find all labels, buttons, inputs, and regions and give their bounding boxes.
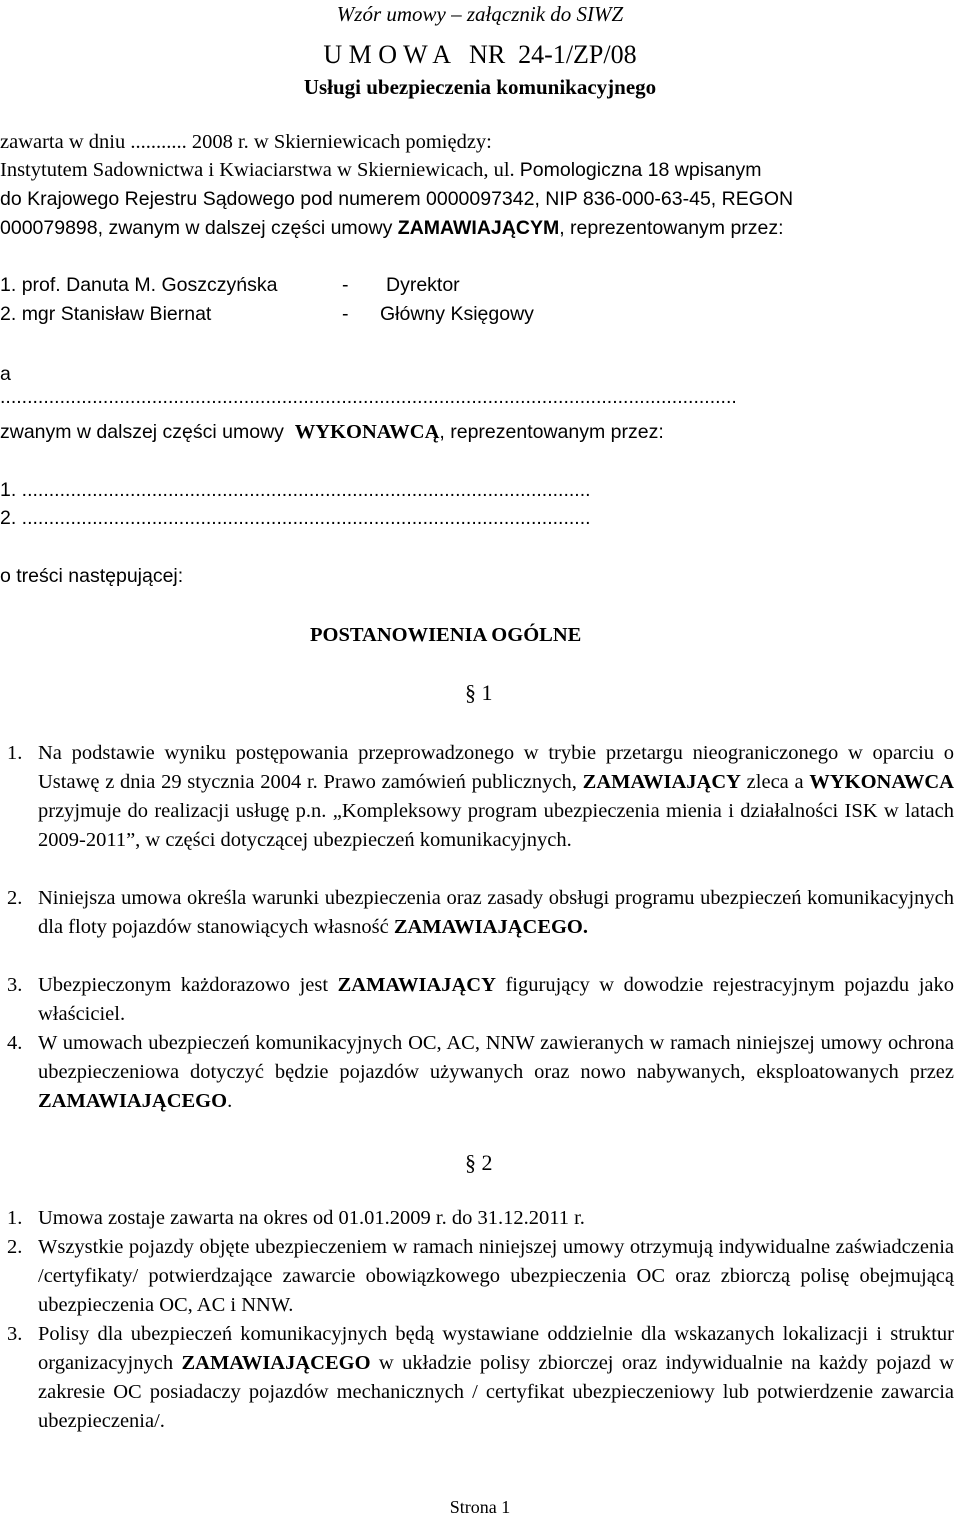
- representative-1-role: Dyrektor: [386, 274, 460, 296]
- p1-item-2: [38, 884, 954, 942]
- p1-item-4-text-a: W umowach ubezpieczeń komunikacyjnych OC, AC, NNW zawieranych w ramach niniejszej umowy ochrona ubezpieczeniowa dotyczyć będzie pojazdów używanych oraz nowo nabywanych, eksploatowanych przez: [38, 1032, 954, 1083]
- section-title: POSTANOWIENIA OGÓLNE: [310, 624, 582, 646]
- intro-line-1: zawarta w dniu ........... 2008 r. w Skierniewicach pomiędzy:: [0, 131, 492, 153]
- contract-title: U M O W A NR 24-1/ZP/08: [323, 40, 637, 69]
- document-subtitle: Wzór umowy – załącznik do SIWZ: [336, 2, 624, 26]
- p1-item-1-text-b: zleca a: [740, 771, 810, 793]
- p1-item-1-num: 1.: [7, 742, 23, 764]
- p1-item-4-text-b: .: [227, 1090, 233, 1112]
- contractor-line-a: zwanym w dalszej części umowy: [0, 421, 295, 443]
- contractor-name-blank: ........................................................................................................................................: [0, 386, 737, 408]
- contractor-line-c: , reprezentowanym przez:: [439, 421, 664, 443]
- p1-item-3: [38, 971, 954, 1029]
- intro-line-4-a: 000079898, zwanym w dalszej części umowy: [0, 217, 398, 239]
- representative-1: [0, 273, 277, 297]
- p2-item-1-num: 1.: [7, 1207, 23, 1229]
- contractor-a: a: [0, 363, 11, 385]
- p1-item-2-num: 2.: [7, 887, 23, 909]
- contractor-rep-1: 1. .........................................................................................................: [0, 479, 591, 501]
- contractor-line: [0, 420, 664, 444]
- representative-1-name: prof. Danuta M. Goszczyńska: [21, 274, 278, 296]
- intro-line-4: [0, 216, 784, 240]
- contractor-rep-2: 2. .........................................................................................................: [0, 507, 591, 529]
- p2-item-2: [38, 1233, 954, 1320]
- p1-item-4-bold-a: ZAMAWIAJĄCEGO: [38, 1090, 228, 1112]
- representative-2-dash: -: [342, 303, 349, 325]
- content-intro: o treści następującej:: [0, 565, 184, 587]
- representative-1-dash: -: [342, 274, 349, 296]
- representative-2: [0, 302, 211, 326]
- p2-item-3-num: 3.: [7, 1323, 23, 1345]
- p1-item-1: [38, 739, 954, 855]
- p1-item-3-text-a: Ubezpieczonym każdorazowo jest: [38, 974, 338, 996]
- p1-item-1-bold-b: WYKONAWCA: [809, 771, 954, 793]
- wykonawca-term: WYKONAWCĄ: [294, 421, 440, 443]
- p1-item-3-text-b: figurujący w dowodzie rejestracyjnym pojazdu jako właściciel.: [38, 974, 954, 1025]
- p2-item-1: [38, 1204, 954, 1233]
- page-number: Strona 1: [449, 1497, 511, 1517]
- p2-item-3: [38, 1320, 954, 1436]
- intro-line-2-b: Pomologiczna 18 wpisanym: [519, 159, 762, 181]
- p2-item-2-text-a: Wszystkie pojazdy objęte ubezpieczeniem w ramach niniejszej umowy otrzymują indywidualne zaświadczenia /certyfikaty/ potwierdzające zawarcie obowiązkowego ubezpieczenia OC oraz zbiorczą polisę obejmującą ubezpieczenia OC, AC i NNW.: [38, 1236, 954, 1316]
- representative-1-num: 1.: [0, 274, 17, 296]
- p2-item-1-text-a: Umowa zostaje zawarta na okres od 01.01.2009 r. do 31.12.2011 r.: [38, 1207, 585, 1229]
- intro-line-4-c: , reprezentowanym przez:: [559, 217, 784, 239]
- paragraph-1-sign: § 1: [465, 680, 493, 705]
- p1-item-1-text-c: przyjmuje do realizacji usługę p.n. „Kompleksowy program ubezpieczenia mienia i działalności ISK w latach 2009-2011”, w części dotyczącej ubezpieczeń komunikacyjnych.: [38, 800, 954, 851]
- p2-item-3-bold-a: ZAMAWIAJĄCEGO: [181, 1352, 371, 1374]
- p1-item-3-num: 3.: [7, 974, 23, 996]
- representative-2-name: mgr Stanisław Biernat: [21, 303, 212, 325]
- p1-item-2-text-a: Niniejsza umowa określa warunki ubezpieczenia oraz zasady obsługi programu ubezpieczeń komunikacyjnych dla floty pojazdów stanowiących własność: [38, 887, 954, 938]
- p1-item-4: [38, 1029, 954, 1116]
- p1-item-2-bold-a: ZAMAWIAJĄCEGO.: [393, 916, 589, 938]
- zamawiajacy-term: ZAMAWIAJĄCYM: [397, 217, 560, 239]
- contract-subject: Usługi ubezpieczenia komunikacyjnego: [303, 75, 657, 99]
- representative-2-num: 2.: [0, 303, 17, 325]
- intro-line-2: [0, 158, 761, 182]
- representative-2-role: Główny Księgowy: [380, 303, 534, 325]
- p1-item-4-num: 4.: [7, 1032, 23, 1054]
- paragraph-2-sign: § 2: [465, 1150, 493, 1175]
- p1-item-1-text-a: Na podstawie wyniku postępowania przeprowadzonego w trybie przetargu nieograniczonego w oparciu o Ustawę z dnia 29 stycznia 2004 r. Prawo zamówień publicznych,: [38, 742, 954, 793]
- intro-line-3: do Krajowego Rejestru Sądowego pod numerem 0000097342, NIP 836-000-63-45, REGON: [0, 188, 794, 210]
- p2-item-2-num: 2.: [7, 1236, 23, 1258]
- intro-line-2-a: Instytutem Sadownictwa i Kwiaciarstwa w Skierniewicach, ul.: [0, 159, 520, 181]
- p1-item-1-bold-a: ZAMAWIAJĄCY: [582, 771, 741, 793]
- p1-item-3-bold-a: ZAMAWIAJĄCY: [337, 974, 496, 996]
- p2-item-3-text-a: Polisy dla ubezpieczeń komunikacyjnych będą wystawiane oddzielnie dla wskazanych lokalizacji i struktur organizacyjnych: [38, 1323, 954, 1374]
- p2-item-3-text-b: w układzie polisy zbiorczej oraz indywidualnie na każdy pojazd w zakresie OC posiadaczy pojazdów mechanicznych / certyfikat ubezpieczeniowy lub potwierdzenie zawarcia ubezpieczenia/.: [38, 1352, 955, 1432]
